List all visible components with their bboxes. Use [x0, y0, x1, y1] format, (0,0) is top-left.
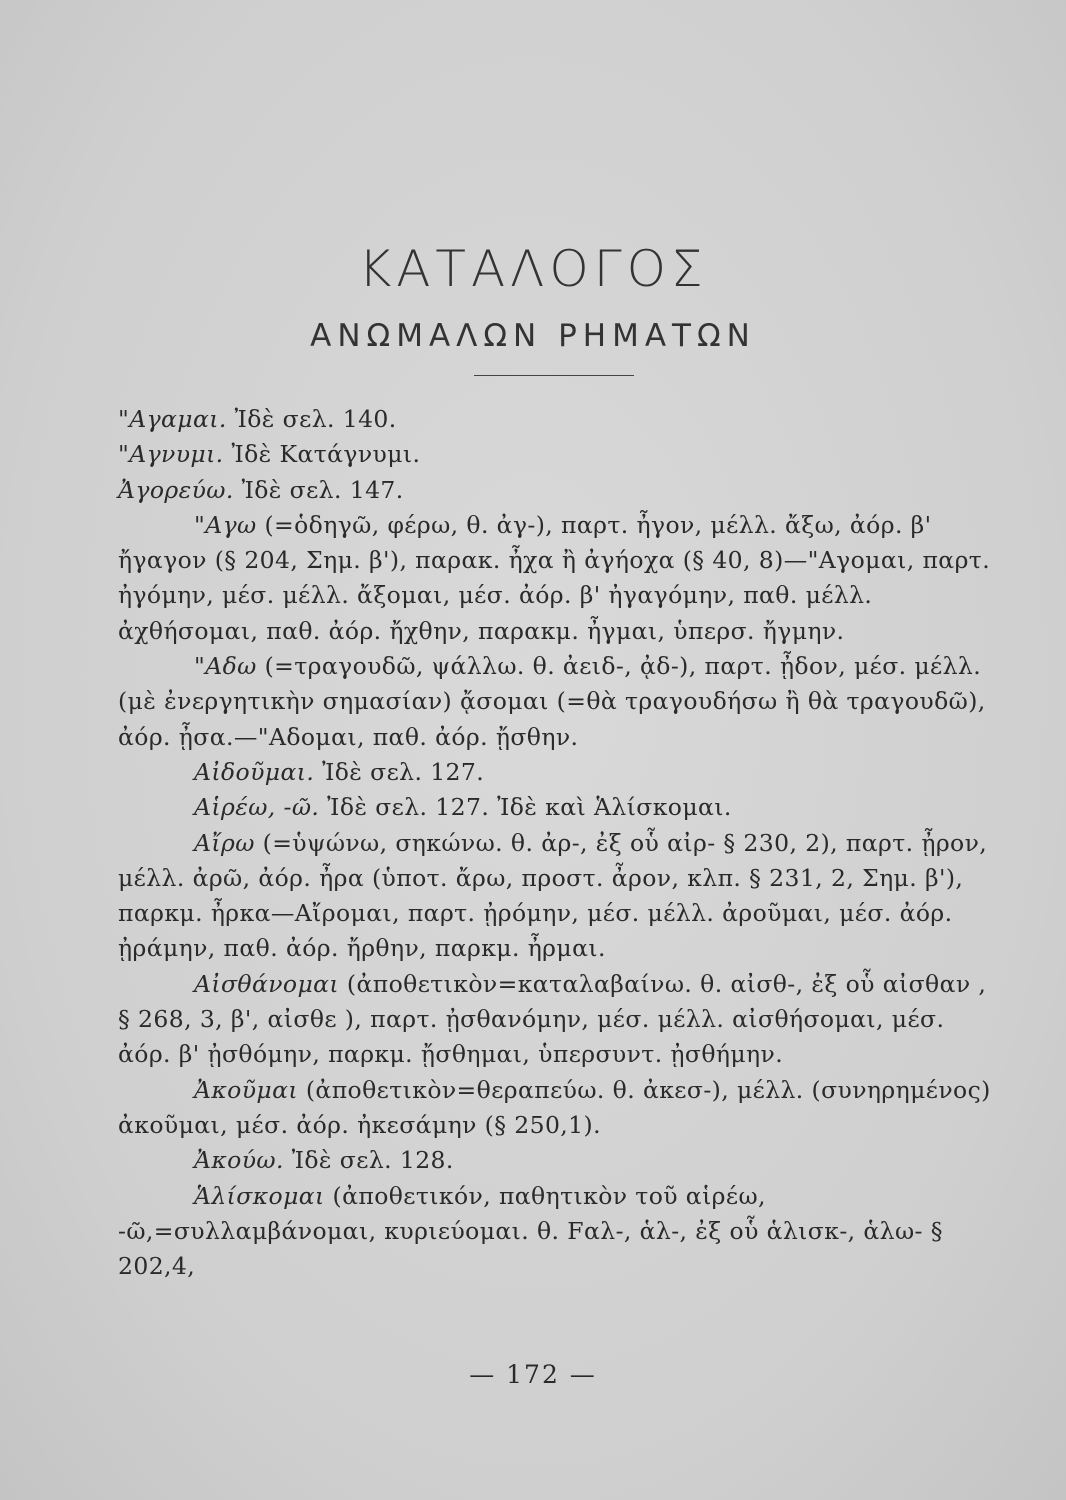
- list-item: [118, 967, 992, 1073]
- entry-text: (=τραγουδῶ, ψάλλω. θ. ἀειδ-, ᾀδ-), παρτ. ᾖδον, μέσ. μέλλ. (μὲ ἐνεργητικὴν σημασίαν) ᾄσομαι (=θὰ τραγουδήσω ἢ θὰ τραγουδῶ), ἀόρ. ᾖσα.—"Αδομαι, παθ. ἀόρ. ᾔσθην.: [118, 652, 986, 751]
- entry-text: Ἰδὲ σελ. 127. Ἰδὲ καὶ Ἁλίσκομαι.: [327, 793, 732, 822]
- list-item: [118, 790, 992, 825]
- entry-text: (ἀποθετικὸν=θεραπεύω. θ. ἀκεσ-), μέλλ. (συνηρημένος) ἀκοῦμαι, μέσ. ἀόρ. ἠκεσάμην (§ 250,1).: [118, 1075, 991, 1139]
- entry-headword: "Αγαμαι.: [118, 405, 227, 433]
- entry-text: (ἀποθετικόν, παθητικὸν τοῦ αἱρέω, -ῶ,=συλλαμβάνομαι, κυριεύομαι. θ. Fαλ-, ἁλ-, ἐξ οὗ ἁλισκ-, ἁλω- § 202,4,: [118, 1181, 943, 1281]
- entry-headword: "Αγνυμι.: [118, 440, 224, 469]
- list-item: [118, 402, 992, 437]
- verb-catalog: [118, 402, 992, 1284]
- entry-headword: Αἰδοῦμαι.: [194, 757, 315, 786]
- page-number: — 172 —: [469, 1360, 597, 1389]
- list-item: [118, 826, 992, 967]
- entry-text: (ἀποθετικὸν=καταλαβαίνω. θ. αἰσθ-, ἐξ οὗ αἰσθαν , § 268, 3, β', αἰσθε ), παρτ. ᾐσθανόμην, μέσ. μέλλ. αἰσθήσομαι, μέσ. ἀόρ. β' ᾐσθόμην, παρκμ. ᾔσθημαι, ὑπερσυντ. ᾐσθήμην.: [118, 969, 987, 1069]
- entry-headword: Αἰσθάνομαι: [194, 969, 340, 998]
- list-item: [118, 473, 992, 508]
- entry-text: Ἰδὲ σελ. 128.: [291, 1146, 454, 1175]
- list-item: [118, 437, 992, 472]
- list-item: [118, 1179, 992, 1285]
- entry-text: Ἰδὲ Κατάγνυμι.: [231, 440, 421, 469]
- title-divider: [474, 375, 634, 376]
- list-item: [118, 649, 992, 755]
- entry-headword: Ἀκούω.: [194, 1146, 284, 1175]
- entry-headword: Ἀγορεύω.: [118, 475, 234, 504]
- entry-headword: Ἁλίσκομαι: [194, 1181, 325, 1210]
- entry-text: (=ὁδηγῶ, φέρω, θ. ἀγ-), παρτ. ἦγον, μέλλ. ἄξω, ἀόρ. β' ἤγαγον (§ 204, Σημ. β'), παρακ. ἦχα ἢ ἀγήοχα (§ 40, 8)—"Αγομαι, παρτ. ἠγόμην, μέσ. μέλλ. ἄξομαι, μέσ. ἀόρ. β' ἠγαγόμην, παθ. μέλλ. ἀχθήσομαι, παθ. ἀόρ. ἤχθην, παρακμ. ἦγμαι, ὑπερσ. ἤγμην.: [118, 510, 991, 645]
- list-item: [118, 1143, 992, 1178]
- entry-headword: "Αγω: [194, 510, 257, 539]
- entry-text: Ἰδὲ σελ. 147.: [241, 475, 404, 504]
- entry-text: Ἰδὲ σελ. 140.: [234, 405, 397, 433]
- list-item: [118, 755, 992, 790]
- list-item: [118, 508, 992, 649]
- entry-text: (=ὑψώνω, σηκώνω. θ. ἀρ-, ἐξ οὗ αἰρ- § 230, 2), παρτ. ᾖρον, μέλλ. ἀρῶ, ἀόρ. ἦρα (ὑποτ. ἄρω, προστ. ἆρον, κλπ. § 231, 2, Σημ. β'), παρκμ. ἦρκα—Αἴρομαι, παρτ. ᾐρόμην, μέσ. μέλλ. ἀροῦμαι, μέσ. ἀόρ. ᾐράμην, παθ. ἀόρ. ἤρθην, παρκμ. ἦρμαι.: [118, 828, 988, 963]
- entry-headword: Ἀκοῦμαι: [194, 1075, 298, 1104]
- page-title: ΚΑΤΑΛΟΓΟΣ: [358, 240, 708, 298]
- entry-headword: Αἱρέω, -ῶ.: [194, 793, 320, 822]
- entry-text: Ἰδὲ σελ. 127.: [322, 757, 485, 786]
- page-subtitle: ΑΝΩΜΑΛΩΝ ΡΗΜΑΤΩΝ: [310, 318, 756, 354]
- entry-headword: "Αδω: [194, 652, 257, 681]
- list-item: [118, 1073, 992, 1144]
- entry-headword: Αἴρω: [194, 828, 255, 857]
